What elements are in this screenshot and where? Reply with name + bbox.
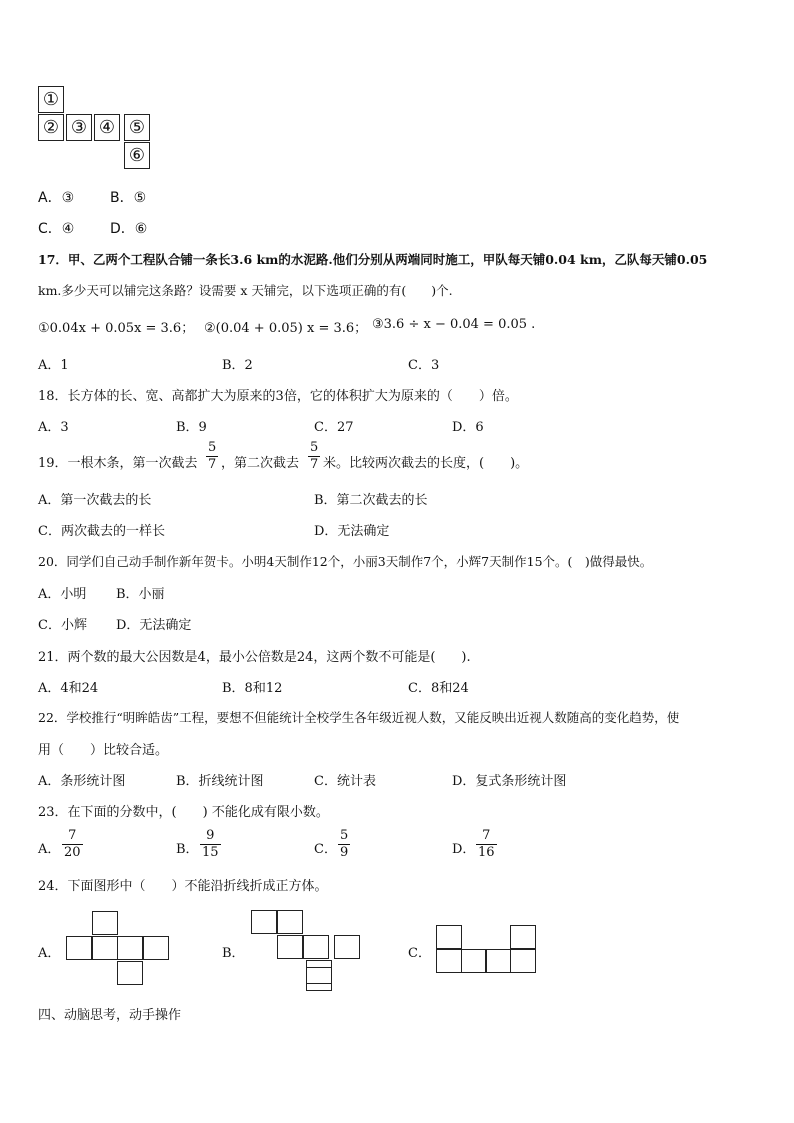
q18-option-d[interactable]: D．6 [452, 420, 484, 435]
q22-option-b[interactable]: B．折线统计图 [176, 774, 264, 789]
q16-option-b[interactable]: B．⑤ [110, 190, 147, 206]
q24-question: 24．下面图形中（ ）不能沿折线折成正方体。 [38, 879, 328, 894]
net-square [277, 910, 303, 934]
q16-option-d[interactable]: D．⑥ [110, 221, 148, 237]
fraction-numerator: 5 [310, 440, 319, 455]
grid-cell-2: ② [38, 114, 64, 141]
q22-option-c[interactable]: C．统计表 [314, 774, 376, 789]
grid-cell-5: ⑤ [124, 114, 150, 141]
grid-cell-6: ⑥ [124, 142, 150, 169]
net-square [92, 911, 118, 935]
net-square [436, 949, 462, 973]
q21-question: 21．两个数的最大公因数是4，最小公倍数是24，这两个数不可能是( ). [38, 650, 471, 665]
fraction-denominator: 15 [202, 845, 219, 860]
net-square [510, 925, 536, 949]
fraction-denominator: 7 [208, 457, 217, 472]
q17-question-line1: 17．甲、乙两个工程队合铺一条长3.6 km的水泥路.他们分别从两端同时施工，甲队每天铺0.04 km，乙队每天铺0.05 [38, 252, 708, 267]
net-square [117, 961, 143, 985]
q18-question: 18．长方体的长、宽、高都扩大为原来的3倍，它的体积扩大为原来的（ ）倍。 [38, 389, 518, 404]
net-square [436, 925, 462, 949]
q19-fraction-1 [206, 440, 218, 473]
net-square [251, 910, 277, 934]
q23-option-d-label[interactable]: D． [452, 842, 476, 857]
net-square [306, 967, 332, 991]
net-square [303, 935, 329, 959]
q20-option-d[interactable]: D．无法确定 [116, 618, 192, 633]
q17-option-c[interactable]: C．3 [408, 358, 440, 373]
q24-option-a-label[interactable]: A． [38, 946, 61, 961]
grid-cell-4: ④ [94, 114, 120, 141]
q24-option-b-label[interactable]: B． [222, 946, 245, 961]
q22-question-line1: 22．学校推行“明眸皓齿”工程，要想不但能统计全校学生各年级近视人数，又能反映出近视人数随高的变化趋势，使 [38, 710, 680, 725]
fraction-numerator: 7 [68, 828, 77, 843]
q21-option-c[interactable]: C．8和24 [408, 681, 469, 696]
q19-option-b[interactable]: B．第二次截去的长 [314, 493, 428, 508]
q22-option-a[interactable]: A．条形统计图 [38, 774, 126, 789]
fraction-denominator: 7 [310, 457, 319, 472]
q23-option-c-fraction[interactable] [338, 828, 350, 861]
net-square [510, 949, 536, 973]
q22-question-line2: 用（ ）比较合适。 [38, 743, 169, 758]
q19-option-c[interactable]: C．两次截去的一样长 [38, 524, 165, 539]
q23-option-a-fraction[interactable] [62, 828, 83, 861]
q16-option-c[interactable]: C．④ [38, 221, 75, 237]
grid-cell-3: ③ [66, 114, 92, 141]
q21-option-a[interactable]: A．4和24 [38, 681, 99, 696]
net-square [334, 935, 360, 959]
q18-option-b[interactable]: B．9 [176, 420, 207, 435]
q19-question-part3: 米。比较两次截去的长度，( )。 [323, 456, 529, 471]
q16-option-a[interactable]: A．③ [38, 190, 75, 206]
net-square [66, 936, 92, 960]
q23-question: 23．在下面的分数中，( ) 不能化成有限小数。 [38, 805, 329, 820]
fraction-numerator: 7 [482, 828, 491, 843]
q23-option-d-fraction[interactable] [476, 828, 497, 861]
fraction-denominator: 16 [478, 845, 495, 860]
q20-option-c[interactable]: C．小辉 [38, 618, 87, 633]
q23-option-c-label[interactable]: C． [314, 842, 337, 857]
grid-cell-1: ① [38, 86, 64, 113]
section-title: 四、动脑思考，动手操作 [38, 1008, 182, 1023]
q23-option-b-fraction[interactable] [200, 828, 221, 861]
q17-question-line2: km.多少天可以铺完这条路？设需要 x 天铺完，以下选项正确的有( )个. [38, 283, 453, 298]
q24-option-c-label[interactable]: C． [408, 946, 431, 961]
q20-question: 20．同学们自己动手制作新年贺卡。小明4天制作12个，小丽3天制作7个，小辉7天制作15个。( )做得最快。 [38, 554, 653, 569]
q17-equation-2: ②(0.04 + 0.05) x = 3.6； [204, 321, 368, 336]
q17-option-a[interactable]: A．1 [38, 358, 69, 373]
fraction-numerator: 5 [340, 828, 349, 843]
q20-option-a[interactable]: A．小明 [38, 587, 87, 602]
q23-option-b-label[interactable]: B． [176, 842, 199, 857]
net-square [485, 949, 511, 973]
fraction-numerator: 9 [206, 828, 215, 843]
q17-option-b[interactable]: B．2 [222, 358, 253, 373]
net-square [117, 936, 143, 960]
q19-question-part2: ，第二次截去 [221, 456, 300, 471]
net-square [143, 936, 169, 960]
q22-option-d[interactable]: D．复式条形统计图 [452, 774, 567, 789]
q23-option-a-label[interactable]: A． [38, 842, 61, 857]
fraction-numerator: 5 [208, 440, 217, 455]
q19-question-part1: 19．一根木条，第一次截去 [38, 456, 198, 471]
q19-fraction-2 [308, 440, 320, 473]
net-square [461, 949, 487, 973]
q21-option-b[interactable]: B．8和12 [222, 681, 283, 696]
q17-equation-1: ①0.04x + 0.05x = 3.6； [38, 321, 195, 336]
fraction-denominator: 20 [64, 845, 81, 860]
q18-option-a[interactable]: A．3 [38, 420, 69, 435]
q19-option-d[interactable]: D．无法确定 [314, 524, 390, 539]
q19-option-a[interactable]: A．第一次截去的长 [38, 493, 152, 508]
q17-equation-3: ③3.6 ÷ x − 0.04 = 0.05 . [372, 317, 536, 332]
q20-option-b[interactable]: B．小丽 [116, 587, 165, 602]
net-square [277, 935, 303, 959]
q18-option-c[interactable]: C．27 [314, 420, 354, 435]
fraction-denominator: 9 [340, 845, 349, 860]
net-square [92, 936, 118, 960]
